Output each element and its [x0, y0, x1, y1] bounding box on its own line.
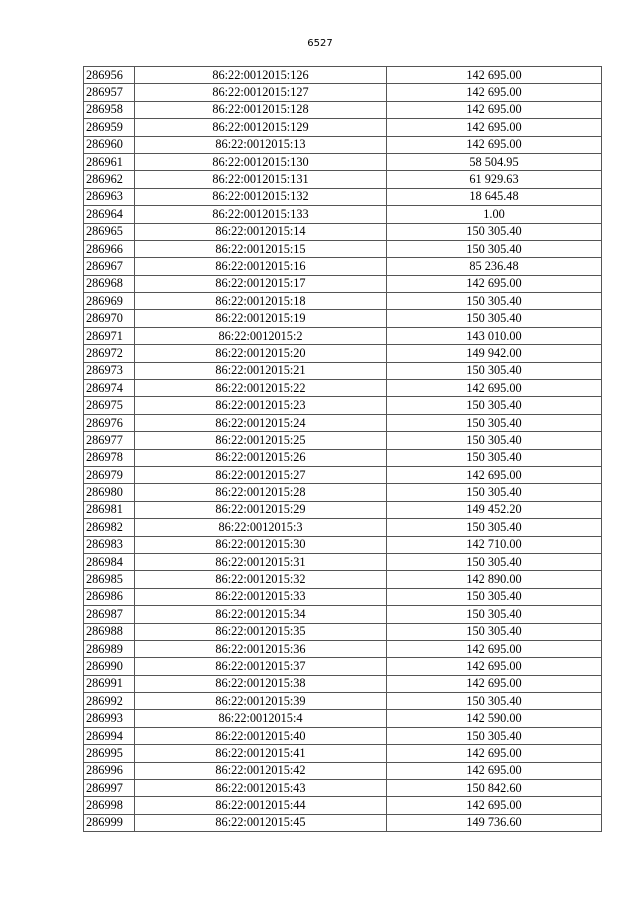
row-number-cell: 286981: [84, 501, 135, 518]
row-number-cell: 286980: [84, 484, 135, 501]
table-row: [84, 780, 602, 797]
cadastral-number-cell: 86:22:0012015:19: [135, 310, 387, 327]
cadastral-number-cell: 86:22:0012015:14: [135, 223, 387, 240]
table-row: [84, 623, 602, 640]
cadastral-number-cell: 86:22:0012015:27: [135, 466, 387, 483]
cadastral-number-cell: 86:22:0012015:127: [135, 84, 387, 101]
row-number-cell: 286993: [84, 710, 135, 727]
row-number-cell: 286967: [84, 258, 135, 275]
row-number-cell: 286997: [84, 780, 135, 797]
table-row: [84, 449, 602, 466]
row-number-cell: 286962: [84, 171, 135, 188]
cadastral-number-cell: 86:22:0012015:44: [135, 797, 387, 814]
table-row: [84, 119, 602, 136]
row-number-cell: 286965: [84, 223, 135, 240]
row-number-cell: 286964: [84, 206, 135, 223]
table-row: [84, 571, 602, 588]
row-number-cell: 286960: [84, 136, 135, 153]
cadastral-number-cell: 86:22:0012015:17: [135, 275, 387, 292]
cadastral-value-cell: 150 842.60: [387, 780, 602, 797]
cadastral-number-cell: 86:22:0012015:129: [135, 119, 387, 136]
cadastral-value-cell: 142 695.00: [387, 67, 602, 84]
table-row: [84, 397, 602, 414]
table-row: [84, 762, 602, 779]
cadastral-value-cell: 142 890.00: [387, 571, 602, 588]
cadastral-value-cell: 58 504.95: [387, 153, 602, 170]
row-number-cell: 286983: [84, 536, 135, 553]
row-number-cell: 286970: [84, 310, 135, 327]
row-number-cell: 286958: [84, 101, 135, 118]
row-number-cell: 286984: [84, 553, 135, 570]
cadastral-value-cell: 142 695.00: [387, 119, 602, 136]
row-number-cell: 286976: [84, 414, 135, 431]
table-row: [84, 693, 602, 710]
row-number-cell: 286987: [84, 606, 135, 623]
cadastral-number-cell: 86:22:0012015:21: [135, 362, 387, 379]
table-row: [84, 84, 602, 101]
table-row: [84, 745, 602, 762]
row-number-cell: 286973: [84, 362, 135, 379]
cadastral-value-cell: 149 452.20: [387, 501, 602, 518]
cadastral-number-cell: 86:22:0012015:32: [135, 571, 387, 588]
row-number-cell: 286969: [84, 293, 135, 310]
row-number-cell: 286966: [84, 240, 135, 257]
cadastral-value-cell: 142 695.00: [387, 275, 602, 292]
cadastral-number-cell: 86:22:0012015:29: [135, 501, 387, 518]
cadastral-number-cell: 86:22:0012015:22: [135, 380, 387, 397]
table-row: [84, 797, 602, 814]
cadastral-number-cell: 86:22:0012015:18: [135, 293, 387, 310]
table-row: [84, 223, 602, 240]
row-number-cell: 286975: [84, 397, 135, 414]
cadastral-number-cell: 86:22:0012015:31: [135, 553, 387, 570]
table-row: [84, 466, 602, 483]
table-row: [84, 275, 602, 292]
cadastral-value-cell: 142 695.00: [387, 136, 602, 153]
cadastral-value-cell: 150 305.40: [387, 606, 602, 623]
table-row: [84, 658, 602, 675]
cadastral-value-cell: 85 236.48: [387, 258, 602, 275]
cadastral-value-cell: 150 305.40: [387, 449, 602, 466]
table-row: [84, 206, 602, 223]
cadastral-number-cell: 86:22:0012015:25: [135, 432, 387, 449]
row-number-cell: 286956: [84, 67, 135, 84]
row-number-cell: 286972: [84, 345, 135, 362]
cadastral-number-cell: 86:22:0012015:2: [135, 327, 387, 344]
cadastral-number-cell: 86:22:0012015:38: [135, 675, 387, 692]
cadastral-number-cell: 86:22:0012015:3: [135, 519, 387, 536]
cadastral-number-cell: 86:22:0012015:28: [135, 484, 387, 501]
cadastral-value-cell: 142 590.00: [387, 710, 602, 727]
table-row: [84, 727, 602, 744]
row-number-cell: 286978: [84, 449, 135, 466]
cadastral-number-cell: 86:22:0012015:126: [135, 67, 387, 84]
row-number-cell: 286992: [84, 693, 135, 710]
cadastral-value-cell: 150 305.40: [387, 362, 602, 379]
table-row: [84, 310, 602, 327]
cadastral-number-cell: 86:22:0012015:45: [135, 814, 387, 831]
table-row: [84, 345, 602, 362]
table-row: [84, 414, 602, 431]
cadastral-number-cell: 86:22:0012015:26: [135, 449, 387, 466]
cadastral-number-cell: 86:22:0012015:34: [135, 606, 387, 623]
table-row: [84, 432, 602, 449]
cadastral-value-cell: 143 010.00: [387, 327, 602, 344]
table-row: [84, 293, 602, 310]
cadastral-value-cell: 149 736.60: [387, 814, 602, 831]
cadastral-value-cell: 142 695.00: [387, 797, 602, 814]
row-number-cell: 286994: [84, 727, 135, 744]
cadastral-value-cell: 150 305.40: [387, 223, 602, 240]
cadastral-number-cell: 86:22:0012015:23: [135, 397, 387, 414]
cadastral-value-cell: 142 695.00: [387, 84, 602, 101]
cadastral-number-cell: 86:22:0012015:43: [135, 780, 387, 797]
cadastral-value-cell: 150 305.40: [387, 623, 602, 640]
row-number-cell: 286995: [84, 745, 135, 762]
cadastral-number-cell: 86:22:0012015:42: [135, 762, 387, 779]
table-row: [84, 640, 602, 657]
cadastral-number-cell: 86:22:0012015:132: [135, 188, 387, 205]
table-row: [84, 606, 602, 623]
cadastral-number-cell: 86:22:0012015:133: [135, 206, 387, 223]
table-row: [84, 362, 602, 379]
cadastral-value-cell: 142 695.00: [387, 675, 602, 692]
cadastral-number-cell: 86:22:0012015:24: [135, 414, 387, 431]
cadastral-number-cell: 86:22:0012015:128: [135, 101, 387, 118]
cadastral-value-cell: 150 305.40: [387, 519, 602, 536]
table-row: [84, 67, 602, 84]
table-row: [84, 536, 602, 553]
cadastral-value-cell: 142 695.00: [387, 745, 602, 762]
table-row: [84, 171, 602, 188]
row-number-cell: 286979: [84, 466, 135, 483]
row-number-cell: 286996: [84, 762, 135, 779]
table-row: [84, 501, 602, 518]
cadastral-value-cell: 18 645.48: [387, 188, 602, 205]
cadastral-value-cell: 150 305.40: [387, 693, 602, 710]
cadastral-number-cell: 86:22:0012015:40: [135, 727, 387, 744]
row-number-cell: 286986: [84, 588, 135, 605]
table-row: [84, 519, 602, 536]
table-row: [84, 710, 602, 727]
table-row: [84, 675, 602, 692]
table-row: [84, 327, 602, 344]
cadastral-number-cell: 86:22:0012015:20: [135, 345, 387, 362]
table-row: [84, 258, 602, 275]
row-number-cell: 286999: [84, 814, 135, 831]
cadastral-number-cell: 86:22:0012015:37: [135, 658, 387, 675]
cadastral-number-cell: 86:22:0012015:41: [135, 745, 387, 762]
cadastral-number-cell: 86:22:0012015:15: [135, 240, 387, 257]
cadastral-value-cell: 149 942.00: [387, 345, 602, 362]
row-number-cell: 286991: [84, 675, 135, 692]
table-row: [84, 553, 602, 570]
cadastral-number-cell: 86:22:0012015:16: [135, 258, 387, 275]
table-row: [84, 136, 602, 153]
table-row: [84, 153, 602, 170]
table-row: [84, 101, 602, 118]
row-number-cell: 286974: [84, 380, 135, 397]
cadastral-value-cell: 150 305.40: [387, 588, 602, 605]
cadastral-value-cell: 150 305.40: [387, 293, 602, 310]
row-number-cell: 286990: [84, 658, 135, 675]
row-number-cell: 286989: [84, 640, 135, 657]
row-number-cell: 286963: [84, 188, 135, 205]
cadastral-value-table: [83, 66, 602, 832]
row-number-cell: 286982: [84, 519, 135, 536]
row-number-cell: 286959: [84, 119, 135, 136]
table-row: [84, 484, 602, 501]
row-number-cell: 286985: [84, 571, 135, 588]
table-row: [84, 814, 602, 831]
cadastral-value-cell: 1.00: [387, 206, 602, 223]
row-number-cell: 286968: [84, 275, 135, 292]
cadastral-value-cell: 142 695.00: [387, 640, 602, 657]
cadastral-number-cell: 86:22:0012015:39: [135, 693, 387, 710]
row-number-cell: 286998: [84, 797, 135, 814]
table-row: [84, 588, 602, 605]
row-number-cell: 286961: [84, 153, 135, 170]
cadastral-value-cell: 150 305.40: [387, 397, 602, 414]
row-number-cell: 286977: [84, 432, 135, 449]
cadastral-number-cell: 86:22:0012015:30: [135, 536, 387, 553]
cadastral-value-cell: 150 305.40: [387, 432, 602, 449]
cadastral-value-cell: 150 305.40: [387, 414, 602, 431]
cadastral-value-cell: 142 695.00: [387, 380, 602, 397]
table-row: [84, 188, 602, 205]
cadastral-value-cell: 61 929.63: [387, 171, 602, 188]
cadastral-number-cell: 86:22:0012015:33: [135, 588, 387, 605]
cadastral-value-cell: 142 710.00: [387, 536, 602, 553]
cadastral-number-cell: 86:22:0012015:131: [135, 171, 387, 188]
cadastral-value-cell: 142 695.00: [387, 762, 602, 779]
cadastral-number-cell: 86:22:0012015:4: [135, 710, 387, 727]
table-body: [84, 67, 602, 832]
cadastral-value-cell: 150 305.40: [387, 310, 602, 327]
table-row: [84, 380, 602, 397]
cadastral-number-cell: 86:22:0012015:13: [135, 136, 387, 153]
cadastral-number-cell: 86:22:0012015:35: [135, 623, 387, 640]
cadastral-value-cell: 142 695.00: [387, 658, 602, 675]
cadastral-value-cell: 150 305.40: [387, 727, 602, 744]
table-row: [84, 240, 602, 257]
cadastral-value-cell: 142 695.00: [387, 466, 602, 483]
row-number-cell: 286988: [84, 623, 135, 640]
cadastral-value-cell: 150 305.40: [387, 484, 602, 501]
row-number-cell: 286971: [84, 327, 135, 344]
cadastral-number-cell: 86:22:0012015:130: [135, 153, 387, 170]
cadastral-value-cell: 142 695.00: [387, 101, 602, 118]
row-number-cell: 286957: [84, 84, 135, 101]
cadastral-value-cell: 150 305.40: [387, 240, 602, 257]
page-number: 6527: [307, 38, 333, 49]
cadastral-number-cell: 86:22:0012015:36: [135, 640, 387, 657]
cadastral-value-cell: 150 305.40: [387, 553, 602, 570]
